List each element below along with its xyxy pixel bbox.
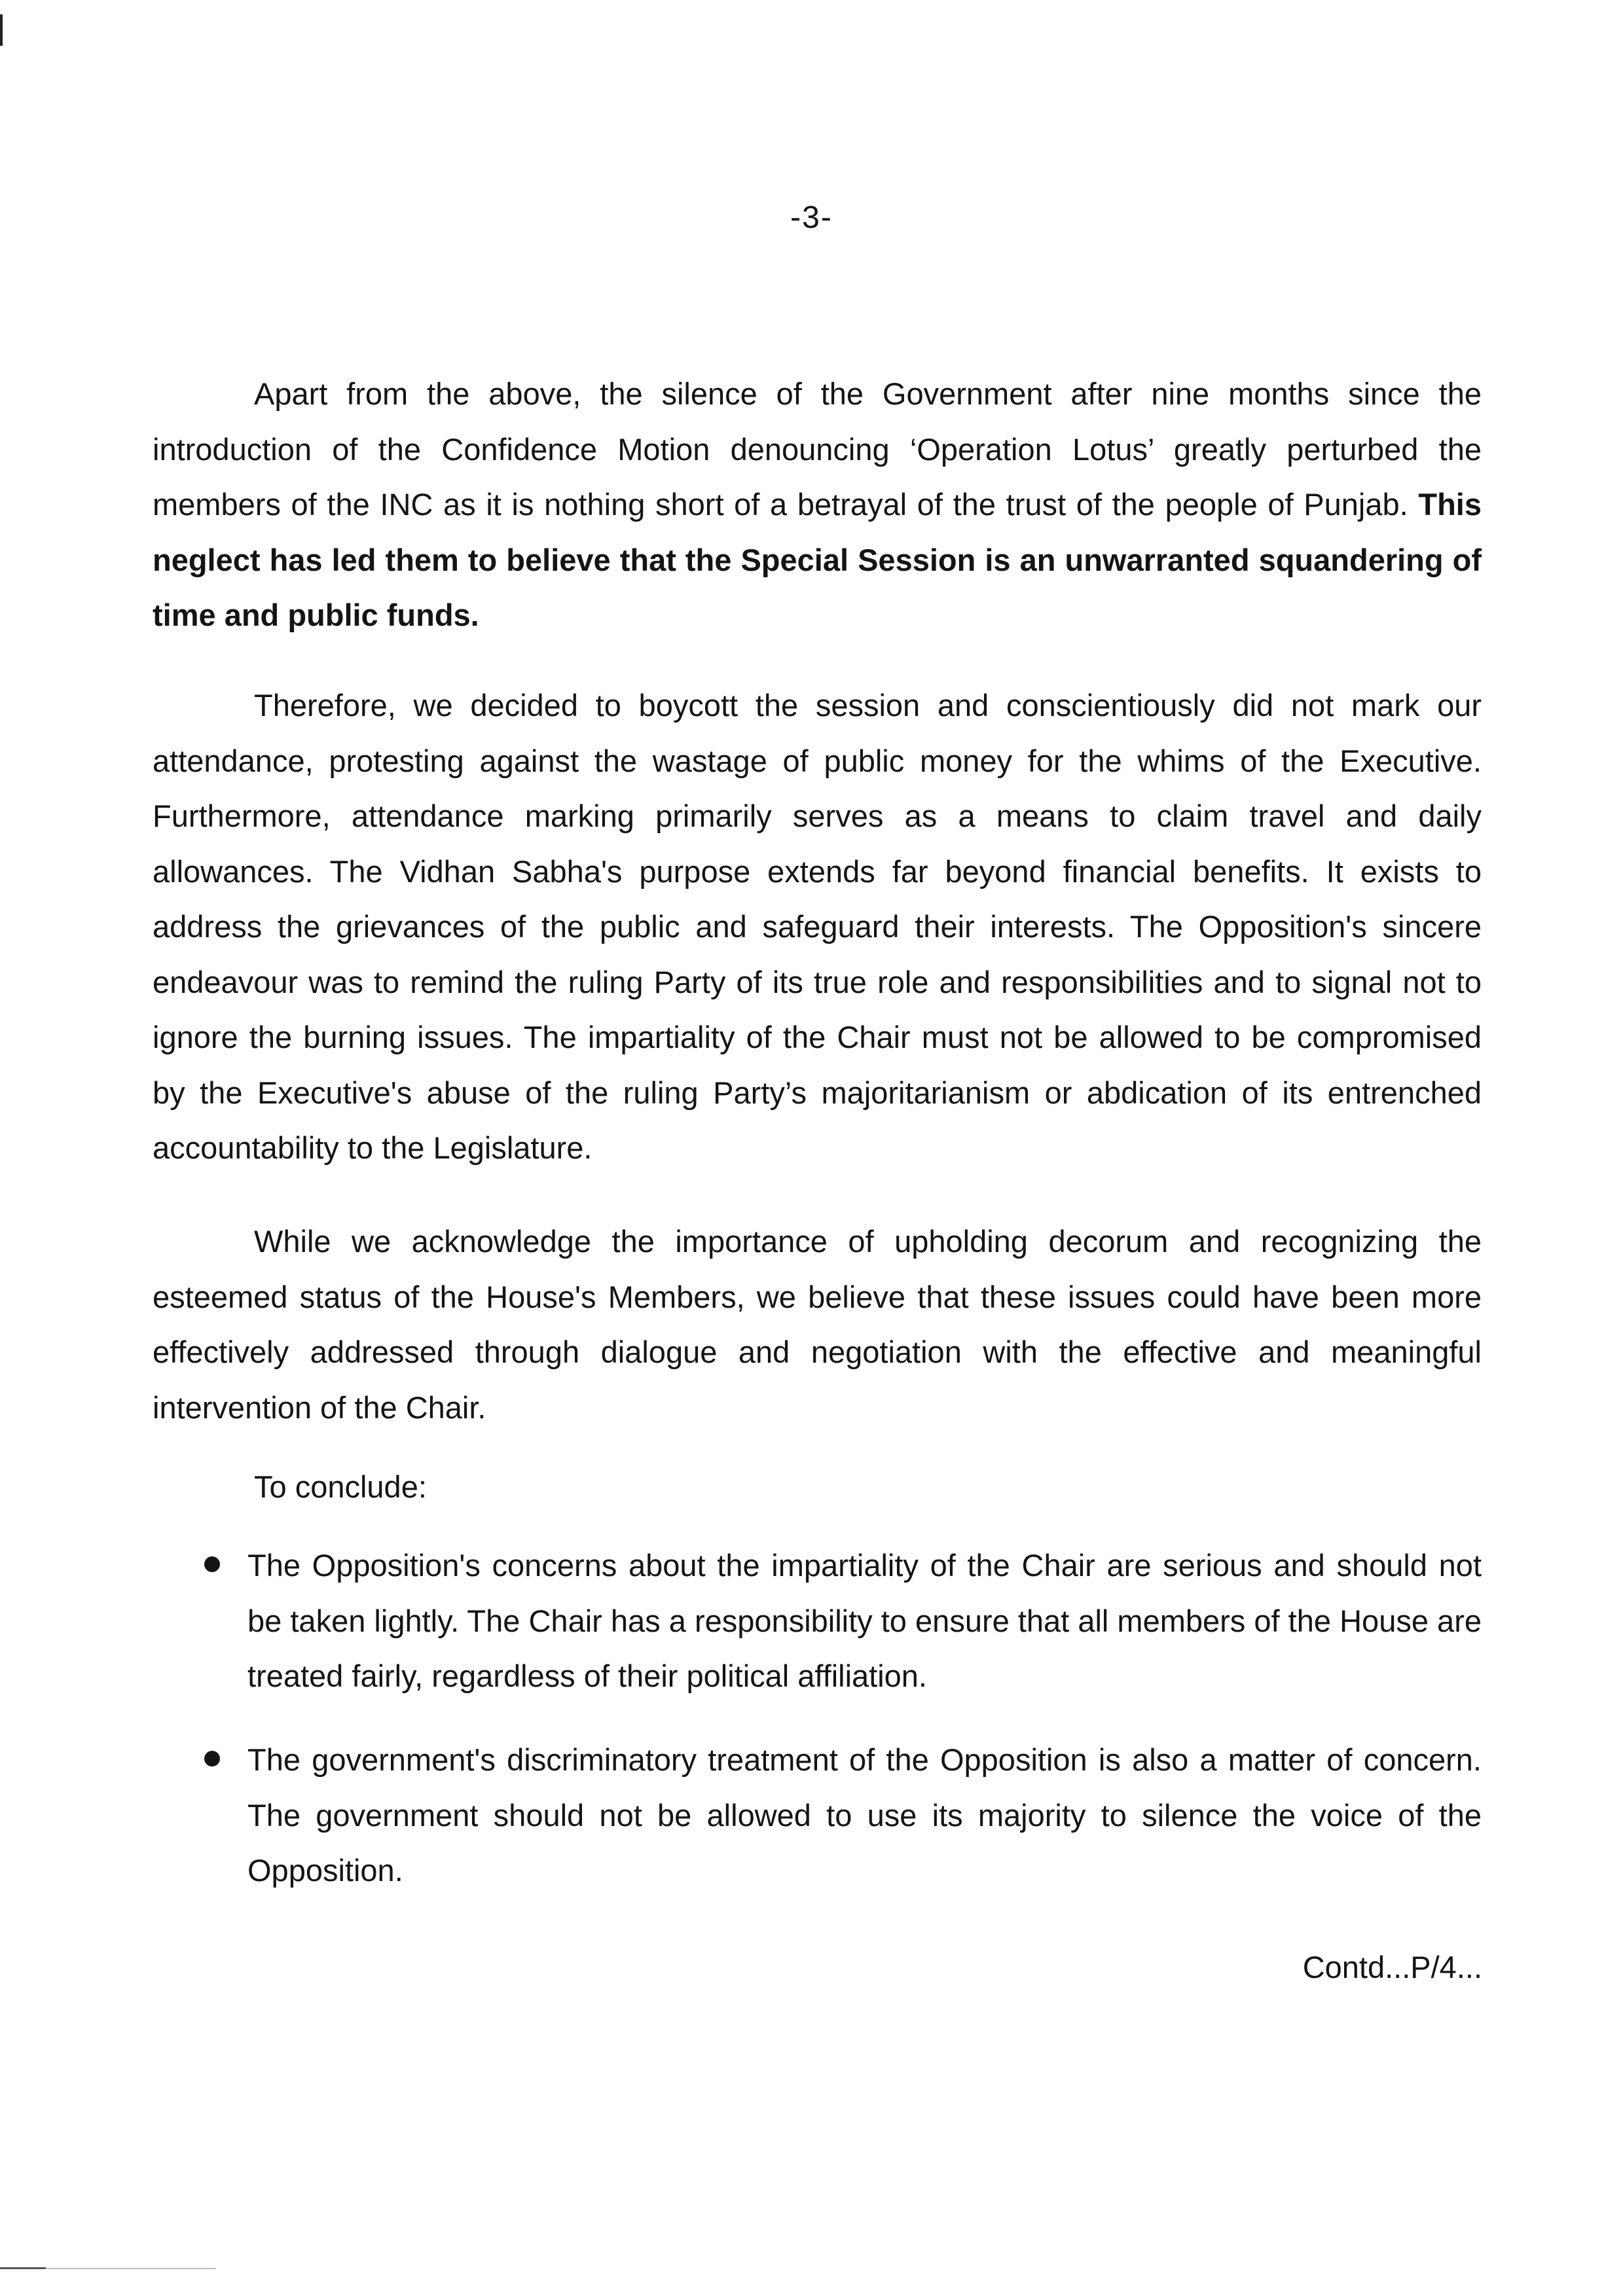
scan-edge-mark — [0, 14, 3, 46]
paragraph-2-text: Therefore, we decided to boycott the session and conscientiously did not mark our attendance, protesting against the wastage of public money for the whims of the Executive. Furthermore, attendance marking primarily serves as a means to claim travel and daily allowances. The Vidhan Sabha's purpose extends far beyond financial benefits. It exists to address the grievances of the public and safeguard their interests. The Opposition's sincere endeavour was to remind the ruling Party of its true role and responsibilities and to signal not to ignore the burning issues. The impartiality of the Chair must not be allowed to be compromised by the Executive's abuse of the ruling Party’s majoritarianism or abdication of its entrenched accountability to the Legislature. — [153, 688, 1482, 1165]
page-number: -3- — [790, 200, 833, 235]
bullet-dot-icon — [204, 1556, 220, 1572]
paragraph-2 — [153, 678, 1482, 1176]
paragraph-3 — [153, 1214, 1482, 1435]
conclude-heading: To conclude: — [254, 1469, 427, 1504]
bullet-dot-icon — [204, 1751, 220, 1767]
paragraph-1-bold-text: This neglect has led them to believe that the Special Session is an unwarranted squandering of time and public funds. — [153, 487, 1482, 632]
paragraph-3-text: While we acknowledge the importance of upholding decorum and recognizing the esteemed status of the House's Members, we believe that these issues could have been more effectively addressed through dialogue and negotiation with the effective and meaningful intervention of the Chair. — [153, 1224, 1482, 1425]
bullet-item-2: The government's discriminatory treatment of the Opposition is also a matter of concern. The government should not be allowed to use its majority to silence the voice of the Opposition. — [247, 1742, 1482, 1888]
scan-edge-line — [46, 2268, 216, 2269]
continuation-note: Contd...P/4... — [1302, 1950, 1482, 1984]
bullet-item-1: The Opposition's concerns about the impartiality of the Chair are serious and should not be taken lightly. The Chair has a responsibility to ensure that all members of the House are treated fairly, regardless of their political affiliation. — [247, 1548, 1482, 1693]
paragraph-1-text: Apart from the above, the silence of the Government after nine months since the introduction of the Confidence Motion denouncing ‘Operation Lotus’ greatly perturbed the members of the INC as it is nothing short of a betrayal of the trust of the people of Punjab. — [153, 376, 1482, 522]
scan-edge-line — [0, 2267, 46, 2269]
paragraph-1 — [153, 367, 1482, 643]
